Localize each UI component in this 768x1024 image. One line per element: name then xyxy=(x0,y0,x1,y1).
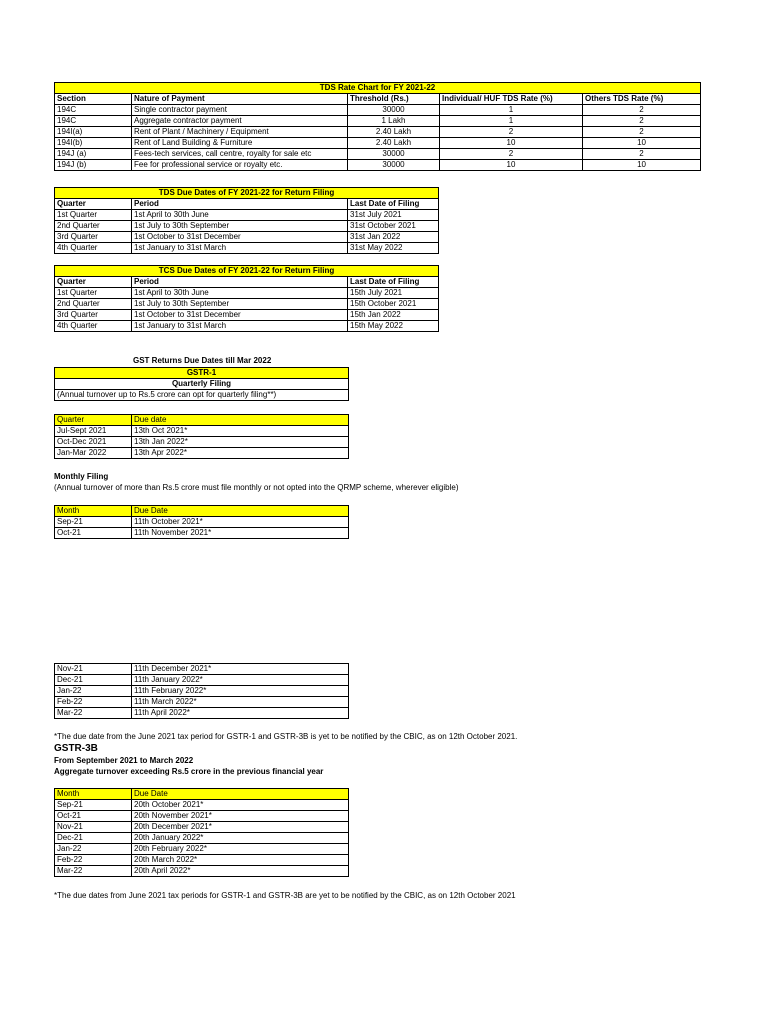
column-header: Last Date of Filing xyxy=(348,199,439,210)
gstr1-monthly-table xyxy=(54,505,349,539)
gstr3b-criteria: Aggregate turnover exceeding Rs.5 crore in the previous financial year xyxy=(54,767,324,776)
table-row xyxy=(55,426,349,437)
month-cell: Dec-21 xyxy=(55,675,132,686)
column-header: Month xyxy=(55,789,132,800)
period-cell: 1st April to 30th June xyxy=(132,210,348,221)
quarter-cell: 1st Quarter xyxy=(55,210,132,221)
table-header-row xyxy=(55,199,439,210)
gstr3b-period: From September 2021 to March 2022 xyxy=(54,756,194,765)
period-cell: 1st January to 31st March xyxy=(132,321,348,332)
gstr1-quarterly-table xyxy=(54,414,349,459)
quarter-cell: 3rd Quarter xyxy=(55,310,132,321)
date-cell: 15th October 2021 xyxy=(348,299,439,310)
date-cell: 15th May 2022 xyxy=(348,321,439,332)
column-header: Due date xyxy=(132,415,349,426)
period-cell: 1st April to 30th June xyxy=(132,288,348,299)
threshold-cell: 30000 xyxy=(348,105,440,116)
table-row xyxy=(55,105,701,116)
period-cell: 1st October to 31st December xyxy=(132,310,348,321)
individual-rate-cell: 10 xyxy=(440,138,583,149)
tds-due-dates-table xyxy=(54,187,439,254)
month-cell: Nov-21 xyxy=(55,664,132,675)
table-row xyxy=(55,811,349,822)
table-row xyxy=(55,288,439,299)
month-cell: Nov-21 xyxy=(55,822,132,833)
column-header: Threshold (Rs.) xyxy=(348,94,440,105)
table-header-row xyxy=(55,506,349,517)
nature-cell: Aggregate contractor payment xyxy=(132,116,348,127)
column-header: Month xyxy=(55,506,132,517)
date-cell: 13th Apr 2022* xyxy=(132,448,349,459)
individual-rate-cell: 10 xyxy=(440,160,583,171)
table-header-row xyxy=(55,789,349,800)
column-header: Others TDS Rate (%) xyxy=(583,94,701,105)
column-header: Individual/ HUF TDS Rate (%) xyxy=(440,94,583,105)
section-cell: 194I(a) xyxy=(55,127,132,138)
section-cell: 194J (b) xyxy=(55,160,132,171)
table-row xyxy=(55,127,701,138)
month-cell: Oct-21 xyxy=(55,528,132,539)
period-cell: 1st July to 30th September xyxy=(132,299,348,310)
table-row xyxy=(55,321,439,332)
column-header: Quarter xyxy=(55,277,132,288)
threshold-cell: 1 Lakh xyxy=(348,116,440,127)
individual-rate-cell: 1 xyxy=(440,105,583,116)
tcs-due-dates-table xyxy=(54,265,439,332)
column-header: Period xyxy=(132,277,348,288)
quarter-cell: Jan-Mar 2022 xyxy=(55,448,132,459)
others-rate-cell: 10 xyxy=(583,160,701,171)
month-cell: Jan-22 xyxy=(55,686,132,697)
threshold-cell: 2.40 Lakh xyxy=(348,138,440,149)
gst-heading: GST Returns Due Dates till Mar 2022 xyxy=(133,356,272,365)
period-cell: 1st January to 31st March xyxy=(132,243,348,254)
gstr1-title: GSTR-1 xyxy=(55,368,349,379)
month-cell: Mar-22 xyxy=(55,708,132,719)
table-row xyxy=(55,138,701,149)
month-cell: Sep-21 xyxy=(55,800,132,811)
section-cell: 194C xyxy=(55,105,132,116)
date-cell: 11th October 2021* xyxy=(132,517,349,528)
table-title: TDS Rate Chart for FY 2021-22 xyxy=(55,83,701,94)
date-cell: 20th October 2021* xyxy=(132,800,349,811)
table-row xyxy=(55,232,439,243)
column-header: Last Date of Filing xyxy=(348,277,439,288)
threshold-cell: 30000 xyxy=(348,149,440,160)
period-cell: 1st July to 30th September xyxy=(132,221,348,232)
column-header: Nature of Payment xyxy=(132,94,348,105)
table-row xyxy=(55,149,701,160)
quarterly-filing-note: (Annual turnover up to Rs.5 crore can opt for quarterly filing**) xyxy=(55,390,349,401)
table-row xyxy=(55,243,439,254)
date-cell: 15th Jan 2022 xyxy=(348,310,439,321)
month-cell: Feb-22 xyxy=(55,855,132,866)
month-cell: Oct-21 xyxy=(55,811,132,822)
monthly-filing-label: Monthly Filing xyxy=(54,472,109,481)
column-header: Due Date xyxy=(132,789,349,800)
date-cell: 20th March 2022* xyxy=(132,855,349,866)
date-cell: 11th March 2022* xyxy=(132,697,349,708)
table-row xyxy=(55,528,349,539)
table-row xyxy=(55,437,349,448)
month-cell: Jan-22 xyxy=(55,844,132,855)
date-cell: 20th December 2021* xyxy=(132,822,349,833)
table-title: TCS Due Dates of FY 2021-22 for Return Filing xyxy=(55,266,439,277)
date-cell: 20th April 2022* xyxy=(132,866,349,877)
table-row xyxy=(55,310,439,321)
date-cell: 20th November 2021* xyxy=(132,811,349,822)
quarter-cell: 1st Quarter xyxy=(55,288,132,299)
threshold-cell: 30000 xyxy=(348,160,440,171)
table-row xyxy=(55,686,349,697)
quarter-cell: Jul-Sept 2021 xyxy=(55,426,132,437)
date-cell: 20th January 2022* xyxy=(132,833,349,844)
date-cell: 15th July 2021 xyxy=(348,288,439,299)
date-cell: 31st May 2022 xyxy=(348,243,439,254)
quarter-cell: 3rd Quarter xyxy=(55,232,132,243)
table-row xyxy=(55,116,701,127)
others-rate-cell: 2 xyxy=(583,116,701,127)
individual-rate-cell: 2 xyxy=(440,127,583,138)
monthly-filing-note: (Annual turnover of more than Rs.5 crore must file monthly or not opted into the QRMP scheme, wherever eligible) xyxy=(54,483,459,492)
table-row xyxy=(55,800,349,811)
section-cell: 194C xyxy=(55,116,132,127)
table-row xyxy=(55,708,349,719)
date-cell: 11th January 2022* xyxy=(132,675,349,686)
table-row xyxy=(55,664,349,675)
column-header: Due Date xyxy=(132,506,349,517)
nature-cell: Single contractor payment xyxy=(132,105,348,116)
table-row xyxy=(55,844,349,855)
table-row xyxy=(55,675,349,686)
date-cell: 11th December 2021* xyxy=(132,664,349,675)
gstr3b-table xyxy=(54,788,349,877)
date-cell: 31st Jan 2022 xyxy=(348,232,439,243)
others-rate-cell: 2 xyxy=(583,149,701,160)
table-header-row xyxy=(55,94,701,105)
individual-rate-cell: 2 xyxy=(440,149,583,160)
others-rate-cell: 10 xyxy=(583,138,701,149)
nature-cell: Fees-tech services, call centre, royalty for sale etc xyxy=(132,149,348,160)
others-rate-cell: 2 xyxy=(583,105,701,116)
month-cell: Mar-22 xyxy=(55,866,132,877)
date-cell: 11th April 2022* xyxy=(132,708,349,719)
month-cell: Dec-21 xyxy=(55,833,132,844)
nature-cell: Rent of Land Building & Furniture xyxy=(132,138,348,149)
table-row xyxy=(55,855,349,866)
table-header-row xyxy=(55,277,439,288)
table-row xyxy=(55,866,349,877)
column-header: Quarter xyxy=(55,415,132,426)
table-title: TDS Due Dates of FY 2021-22 for Return Filing xyxy=(55,188,439,199)
quarter-cell: 4th Quarter xyxy=(55,321,132,332)
quarterly-filing-label: Quarterly Filing xyxy=(55,379,349,390)
tds-rate-table xyxy=(54,82,701,171)
date-cell: 20th February 2022* xyxy=(132,844,349,855)
gstr1-monthly-table-continued xyxy=(54,663,349,719)
date-cell: 31st July 2021 xyxy=(348,210,439,221)
table-row xyxy=(55,299,439,310)
table-row xyxy=(55,697,349,708)
date-cell: 13th Jan 2022* xyxy=(132,437,349,448)
quarter-cell: Oct-Dec 2021 xyxy=(55,437,132,448)
others-rate-cell: 2 xyxy=(583,127,701,138)
month-cell: Feb-22 xyxy=(55,697,132,708)
threshold-cell: 2.40 Lakh xyxy=(348,127,440,138)
table-header-row xyxy=(55,415,349,426)
gstr3b-title: GSTR-3B xyxy=(54,743,98,754)
table-row xyxy=(55,160,701,171)
table-row xyxy=(55,448,349,459)
date-cell: 31st October 2021 xyxy=(348,221,439,232)
gstr1-header-table xyxy=(54,367,349,401)
quarter-cell: 2nd Quarter xyxy=(55,221,132,232)
table-row xyxy=(55,833,349,844)
individual-rate-cell: 1 xyxy=(440,116,583,127)
date-cell: 13th Oct 2021* xyxy=(132,426,349,437)
column-header: Period xyxy=(132,199,348,210)
quarter-cell: 4th Quarter xyxy=(55,243,132,254)
period-cell: 1st October to 31st December xyxy=(132,232,348,243)
nature-cell: Fee for professional service or royalty etc. xyxy=(132,160,348,171)
column-header: Quarter xyxy=(55,199,132,210)
table-row xyxy=(55,517,349,528)
table-row xyxy=(55,210,439,221)
date-cell: 11th November 2021* xyxy=(132,528,349,539)
column-header: Section xyxy=(55,94,132,105)
month-cell: Sep-21 xyxy=(55,517,132,528)
gstr1-footnote: *The due date from the June 2021 tax period for GSTR-1 and GSTR-3B is yet to be notified by the CBIC, as on 12th October 2021. xyxy=(54,732,518,741)
quarter-cell: 2nd Quarter xyxy=(55,299,132,310)
gstr3b-footnote: *The due dates from June 2021 tax periods for GSTR-1 and GSTR-3B are yet to be notified by the CBIC, as on 12th October 2021 xyxy=(54,891,516,900)
date-cell: 11th February 2022* xyxy=(132,686,349,697)
table-row xyxy=(55,822,349,833)
table-row xyxy=(55,221,439,232)
section-cell: 194J (a) xyxy=(55,149,132,160)
section-cell: 194I(b) xyxy=(55,138,132,149)
nature-cell: Rent of Plant / Machinery / Equipment xyxy=(132,127,348,138)
